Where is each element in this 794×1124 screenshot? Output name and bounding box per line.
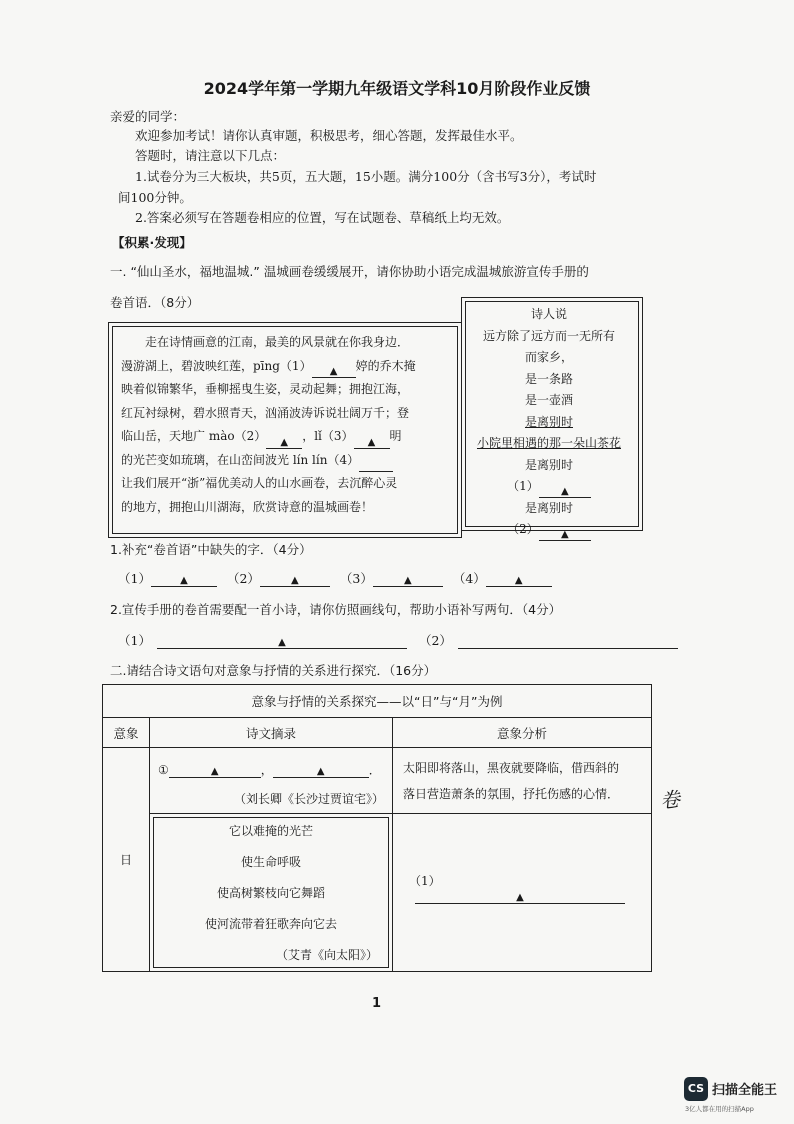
- intro-line-1: 欢迎参加考试！请你认真审题，积极思考，细心答题，发挥最佳水平。: [135, 128, 523, 143]
- passage-line: 漫游湖上，碧波映红莲，pīng（1） ▲ 婷的乔木掩: [121, 358, 416, 377]
- intro-line-3: 1.试卷分为三大板块，共5页，五大题，15小题。满分100分（含书写3分），考试时: [135, 169, 597, 184]
- col-header-excerpt: 诗文摘录: [150, 718, 393, 748]
- poem-line: 是一壶酒: [524, 393, 573, 407]
- poem-excerpt-line: 使高树繁枝向它舞蹈: [216, 886, 325, 900]
- poem-line-underlined: 是离别时: [524, 414, 573, 429]
- poem-line-underlined: 小院里相遇的那一朵山茶花: [476, 436, 621, 450]
- preface-passage-box: [108, 322, 462, 538]
- poem-excerpt-line: 使河流带着狂歌奔向它去: [204, 917, 337, 931]
- margin-handwriting: 卷: [658, 786, 682, 814]
- answer-row-sub2: （1） ▲ （2）: [118, 631, 678, 649]
- passage-line: 红瓦衬绿树，碧水照青天，汹涌波涛诉说壮阔万千；登: [121, 405, 410, 420]
- col-header-analysis: 意象分析: [393, 718, 652, 748]
- section-heading: 【积累·发现】: [112, 235, 192, 250]
- analysis-cell-2: （1）▲: [393, 814, 652, 972]
- q1-stem-line1: 一. “仙山圣水，福地温城.” 温城画卷缓缓展开，请你协助小语完成温城旅游宣传手册的: [110, 264, 589, 279]
- page-number: 1: [372, 996, 382, 1011]
- answer-row-sub1: （1） ▲ （2） ▲ （3） ▲ （4） ▲: [118, 569, 552, 587]
- imagery-analysis-table: [102, 684, 652, 972]
- answer-blank-1[interactable]: ▲: [151, 572, 217, 587]
- poem-line: 远方除了远方而一无所有: [482, 328, 615, 343]
- analysis-line: 落日营造萧条的氛围，抒托伤感的心情．: [403, 786, 620, 801]
- poem-line: 是离别时: [524, 500, 573, 515]
- poem-excerpt-line: 它以难掩的光芒: [228, 824, 313, 838]
- q2-stem: 二.请结合诗文语句对意象与抒情的关系进行探究．（16分）: [110, 663, 437, 678]
- answer-blank-2[interactable]: ▲: [260, 572, 330, 587]
- poem-answer-blank-2[interactable]: [458, 634, 678, 649]
- poem-box: [461, 297, 643, 540]
- excerpt-cell-2: [150, 814, 393, 972]
- intro-line-5: 2.答案必须写在答题卷相应的位置，写在试题卷、草稿纸上均无效。: [135, 210, 510, 225]
- passage-line: 映着似锦繁华，垂柳摇曳生姿，灵动起舞；拥抱江海，: [121, 382, 410, 396]
- intro-line-2: 答题时，请注意以下几点：: [135, 148, 286, 163]
- col-header-imagery: 意象: [103, 718, 150, 748]
- poem-excerpt-line: 使生命呼吸: [240, 855, 301, 869]
- passage-line: 让我们展开“浙”福优美动人的山水画卷，去沉醉心灵: [121, 476, 398, 490]
- passage-line: 的地方，拥抱山川湖海，欣赏诗意的温城画卷！: [121, 499, 374, 514]
- poem-line: 而家乡，: [524, 350, 573, 364]
- poem-title: 诗人说: [530, 307, 567, 321]
- excerpt-blank-1[interactable]: ▲: [169, 763, 261, 778]
- passage-line: 走在诗情画意的江南，最美的风景就在你我身边．: [145, 335, 410, 349]
- analysis-cell-1: [393, 748, 652, 814]
- row-label-sun: 日: [103, 748, 150, 972]
- q1-sub2: 2.宣传手册的卷首需要配一首小诗，请你仿照画线句，帮助小语补写两句．（4分）: [110, 602, 562, 617]
- excerpt-blank-2[interactable]: ▲: [273, 763, 369, 778]
- poem-blank-2: （2） ▲: [462, 519, 636, 541]
- q1-stem-line2: 卷首语．（8分）: [110, 295, 200, 310]
- answer-blank-4[interactable]: ▲: [486, 572, 552, 587]
- watermark-tagline: 3亿人都在用的扫描App: [685, 1105, 754, 1113]
- answer-blank-3[interactable]: ▲: [373, 572, 443, 587]
- poem-answer-blank-1[interactable]: ▲: [157, 634, 407, 649]
- intro-line-4: 间100分钟。: [118, 190, 192, 205]
- analysis-blank-1[interactable]: ▲: [415, 889, 625, 904]
- poem-line: 是一条路: [524, 371, 573, 386]
- poem-blank-1: （1） ▲: [462, 476, 636, 498]
- passage-line: 临山岳，天地广 mào（2） ▲ ，lǐ（3） ▲ 明: [121, 429, 402, 448]
- analysis-line: 太阳即将落山，黑夜就要降临，借西斜的: [403, 760, 620, 775]
- poem-line: 是离别时: [524, 457, 573, 472]
- greeting: 亲爱的同学：: [110, 109, 186, 124]
- passage-line: 的光芒变如琉璃，在山峦间波光 lín lín（4）: [121, 449, 453, 473]
- excerpt-cell-1: ① ▲ ， ▲ ． （刘长卿《长沙过贾谊宅》）: [150, 748, 393, 814]
- watermark-name: 扫描全能王: [712, 1083, 778, 1098]
- camscanner-logo-icon: CS: [684, 1077, 708, 1101]
- excerpt-source-1: （刘长卿《长沙过贾谊宅》）: [233, 791, 384, 806]
- table-title: 意象与抒情的关系探究——以“日”与“月”为例: [103, 685, 652, 718]
- excerpt-source-2: （艾青《向太阳》）: [275, 948, 378, 962]
- q1-sub1: 1.补充“卷首语”中缺失的字．（4分）: [110, 542, 312, 557]
- page-title: 2024学年第一学期九年级语文学科10月阶段作业反馈: [203, 79, 591, 98]
